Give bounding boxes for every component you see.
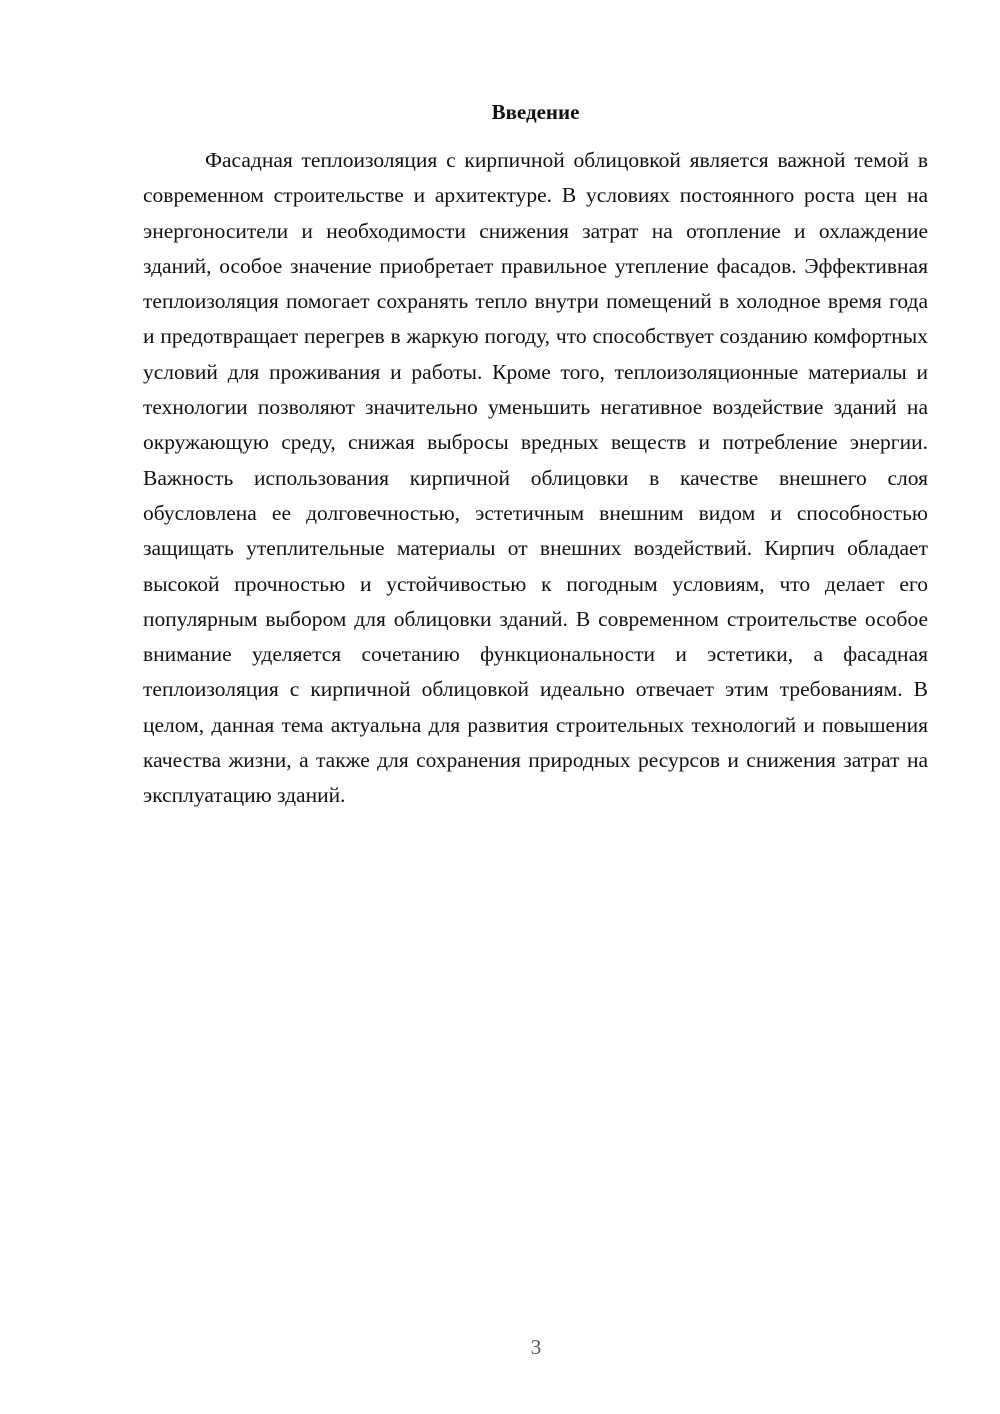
section-heading: Введение <box>491 100 580 124</box>
page-number: 3 <box>530 1335 542 1359</box>
body-paragraph: Фасадная теплоизоляция с кирпичной облицовкой является важной темой в современном строительстве и архитектуре. В условиях постоянного роста цен на энергоносители и необходимости снижения затрат на отопление и охлаждение зданий, особое значение приобретает правильное утепление фасадов. Эффективная теплоизоляция помогает сохранять тепло внутри помещений в холодное время года и предотвращает перегрев в жаркую погоду, что способствует созданию комфортных условий для проживания и работы. Кроме того, теплоизоляционные материалы и технологии позволяют значительно уменьшить негативное воздействие зданий на окружающую среду, снижая выбросы вредных веществ и потребление энергии. Важность использования кирпичной облицовки в качестве внешнего слоя обусловлена ее долговечностью, эстетичным внешним видом и способностью защищать утеплительные материалы от внешних воздействий. Кирпич обладает высокой прочностью и устойчивостью к погодным условиям, что делает его популярным выбором для облицовки зданий. В современном строительстве особое внимание уделяется сочетанию функциональности и эстетики, а фасадная теплоизоляция с кирпичной облицовкой идеально отвечает этим требованиям. В целом, данная тема актуальна для развития строительных технологий и повышения качества жизни, а также для сохранения природных ресурсов и снижения затрат на эксплуатацию зданий. <box>143 148 928 808</box>
